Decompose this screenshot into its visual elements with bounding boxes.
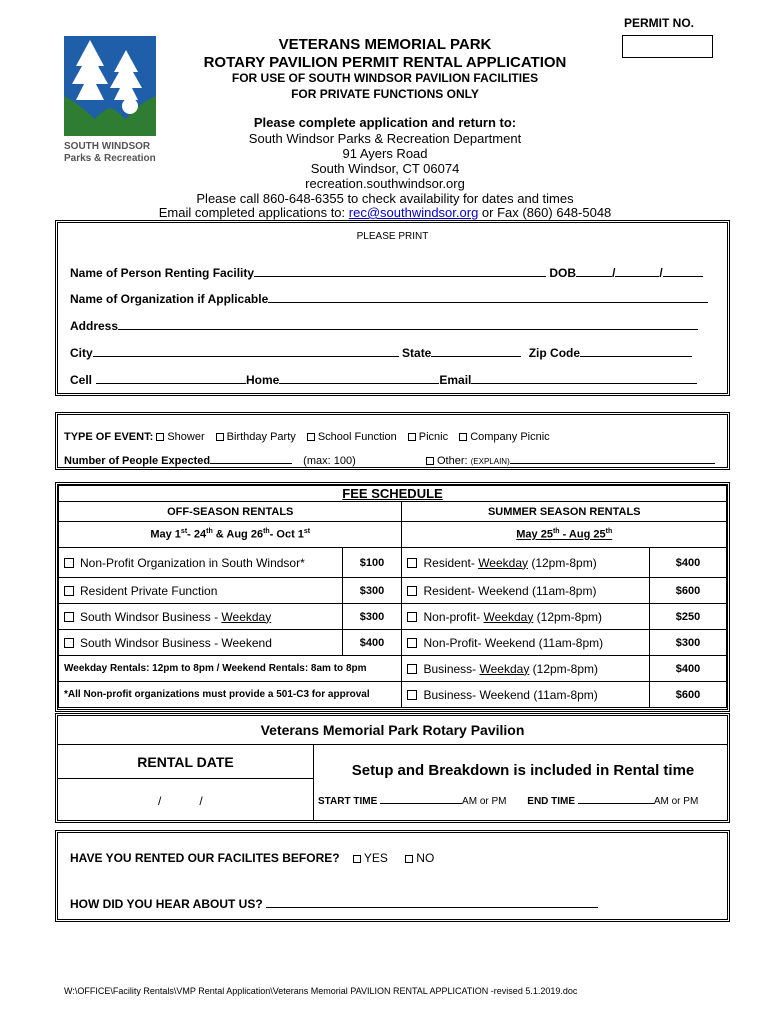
start-time-field[interactable]: [380, 794, 462, 804]
fee-row: [59, 548, 727, 578]
off-season-option[interactable]: Non-Profit Organization in South Windsor*: [59, 548, 343, 578]
summer-amount: $400: [650, 548, 727, 578]
summer-amount: $400: [650, 656, 727, 682]
time-row: [318, 794, 698, 807]
off-season-option[interactable]: Resident Private Function: [59, 578, 343, 604]
please-print: PLEASE PRINT: [356, 231, 429, 242]
fee-row: [59, 578, 727, 604]
off-season-amount: $300: [342, 578, 402, 604]
city-address: South Windsor, CT 06074: [310, 161, 460, 176]
checkbox-icon: [407, 586, 417, 596]
name-row: [70, 265, 703, 280]
checkbox-icon: [64, 612, 74, 622]
org-field[interactable]: [268, 291, 708, 303]
checkbox-icon: [216, 433, 224, 441]
off-season-amount: $100: [342, 548, 402, 578]
return-instructions: Please complete application and return to:: [253, 115, 517, 130]
rented-before-row: [70, 851, 434, 865]
state-label: State: [402, 346, 432, 360]
hear-about-field[interactable]: [266, 896, 598, 908]
summer-option[interactable]: Non-Profit- Weekend (11am-8pm): [402, 630, 650, 656]
event-option-birthday[interactable]: Birthday Party: [216, 431, 296, 443]
explain-label: (EXPLAIN): [470, 457, 510, 466]
checkbox-icon: [407, 612, 417, 622]
rented-yes-option[interactable]: YES: [353, 851, 388, 865]
other-label: Other:: [437, 455, 471, 467]
off-season-option[interactable]: South Windsor Business - Weekend: [59, 630, 343, 656]
summer-amount: $300: [650, 630, 727, 656]
cell-label: Cell: [70, 373, 93, 387]
checkbox-icon: [64, 558, 74, 568]
logo-text-line1: SOUTH WINDSOR: [64, 141, 151, 152]
checkbox-icon: [156, 433, 164, 441]
checkbox-icon: [407, 558, 417, 568]
summer-option[interactable]: Resident- Weekday (12pm-8pm): [402, 548, 650, 578]
checkbox-icon: [64, 586, 74, 596]
start-time-label: START TIME: [318, 796, 378, 807]
subtitle-line-1: FOR USE OF SOUTH WINDSOR PAVILION FACILITIES: [231, 71, 539, 85]
questions-section: [55, 830, 730, 922]
email-prefix: Email completed applications to:: [158, 205, 349, 220]
event-option-picnic[interactable]: Picnic: [408, 431, 448, 443]
fee-row: [59, 656, 727, 682]
email-field[interactable]: [471, 372, 697, 384]
checkbox-icon: [407, 690, 417, 700]
city-field[interactable]: [93, 345, 399, 357]
checkbox-icon: [307, 433, 315, 441]
city-label: City: [70, 346, 93, 360]
org-label: Name of Organization if Applicable: [70, 292, 269, 306]
off-season-amount: $300: [342, 604, 402, 630]
subtitle-line-2: FOR PRIVATE FUNCTIONS ONLY: [291, 87, 479, 101]
home-label: Home: [246, 373, 280, 387]
checkbox-icon: [407, 638, 417, 648]
street-address: 91 Ayers Road: [342, 146, 428, 161]
cell-field[interactable]: [96, 372, 246, 384]
phone-row: [70, 372, 697, 387]
event-type-row: TYPE OF EVENT: Shower Birthday Party School Function Picnic Company Picnic: [64, 431, 550, 443]
fee-row: [59, 630, 727, 656]
zip-label: Zip Code: [528, 346, 581, 360]
fee-table: [58, 485, 727, 708]
event-option-company-picnic[interactable]: Company Picnic: [459, 431, 549, 443]
hear-about-label: HOW DID YOU HEAR ABOUT US?: [70, 897, 263, 911]
state-field[interactable]: [431, 345, 521, 357]
address-row: [70, 318, 698, 333]
name-label: Name of Person Renting Facility: [70, 266, 255, 280]
title-line-1: VETERANS MEMORIAL PARK: [278, 36, 492, 53]
other-field[interactable]: [510, 452, 715, 464]
logo-text-line2: Parks & Recreation: [64, 153, 156, 164]
rental-date-field[interactable]: / /: [158, 794, 203, 808]
footer-path: W:\OFFICE\Facility Rentals\VMP Rental Application\Veterans Memorial PAVILION RENTAL APPLICATION -revised 5.1.2019.doc: [64, 986, 578, 996]
checkbox-icon: [459, 433, 467, 441]
dob-label: DOB: [549, 266, 577, 280]
rented-before-label: HAVE YOU RENTED OUR FACILITES BEFORE?: [70, 851, 340, 865]
org-row: [70, 291, 708, 306]
off-season-amount: $400: [342, 630, 402, 656]
email-label: Email: [439, 373, 472, 387]
email-link[interactable]: rec@southwindsor.org: [348, 205, 479, 220]
event-option-shower[interactable]: Shower: [156, 431, 204, 443]
max-people: (max: 100): [303, 455, 356, 467]
checkbox-icon: [408, 433, 416, 441]
zip-field[interactable]: [580, 345, 692, 357]
checkbox-icon[interactable]: [426, 457, 434, 465]
permit-no-label: PERMIT NO.: [624, 16, 695, 30]
rental-title: Veterans Memorial Park Rotary Pavilion: [260, 722, 525, 738]
website: recreation.southwindsor.org: [305, 176, 465, 191]
people-label: Number of People Expected: [64, 455, 211, 467]
dob-year-field[interactable]: [663, 265, 703, 277]
event-type-label: TYPE OF EVENT: [64, 431, 150, 443]
end-time-field[interactable]: [578, 794, 654, 804]
checkbox-icon: [64, 638, 74, 648]
summer-amount: $600: [650, 682, 727, 708]
checkbox-icon: [407, 664, 417, 674]
dob-month-field[interactable]: [576, 265, 612, 277]
dob-slash-1: /: [612, 266, 616, 280]
off-season-dates: May 1st- 24th & Aug 26th- Oct 1st: [59, 522, 402, 548]
fee-title: FEE SCHEDULE: [59, 486, 727, 502]
email-suffix: or Fax (860) 648-5048: [478, 205, 612, 220]
end-ampm: AM or PM: [653, 796, 699, 807]
rental-section: [55, 713, 730, 823]
off-season-option[interactable]: South Windsor Business - Weekday: [59, 604, 343, 630]
rental-date-label: RENTAL DATE: [137, 754, 234, 770]
title-line-2: ROTARY PAVILION PERMIT RENTAL APPLICATION: [203, 54, 567, 71]
address-label: Address: [70, 319, 119, 333]
other-row: [426, 452, 715, 467]
permit-no-field[interactable]: [622, 35, 713, 58]
checkbox-icon: [405, 855, 413, 863]
name-field[interactable]: [254, 265, 546, 277]
dob-slash-2: /: [659, 266, 663, 280]
applicant-info-section: [55, 220, 730, 396]
summer-option[interactable]: Resident- Weekend (11am-8pm): [402, 578, 650, 604]
dob-day-field[interactable]: [615, 265, 659, 277]
summer-option[interactable]: Business- Weekend (11am-8pm): [402, 682, 650, 708]
event-section: [55, 412, 730, 470]
people-row: [64, 452, 356, 467]
summer-option[interactable]: Business- Weekday (12pm-8pm): [402, 656, 650, 682]
off-season-hours-note: Weekday Rentals: 12pm to 8pm / Weekend Rentals: 8am to 8pm: [59, 656, 402, 682]
fee-row: [59, 682, 727, 708]
summer-amount: $250: [650, 604, 727, 630]
checkbox-icon: [353, 855, 361, 863]
people-field[interactable]: [210, 452, 292, 464]
address-field[interactable]: [118, 318, 698, 330]
hear-about-row: [70, 896, 598, 911]
start-ampm: AM or PM: [462, 796, 507, 807]
nonprofit-note: *All Non-profit organizations must provide a 501-C3 for approval: [59, 682, 402, 708]
event-option-school[interactable]: School Function: [307, 431, 397, 443]
fee-row: [59, 604, 727, 630]
summer-option[interactable]: Non-profit- Weekday (12pm-8pm): [402, 604, 650, 630]
summer-season-title: SUMMER SEASON RENTALS: [402, 502, 727, 522]
email-instructions: [60, 205, 710, 220]
summer-season-dates: May 25th - Aug 25th: [402, 522, 727, 548]
summer-amount: $600: [650, 578, 727, 604]
setup-note: Setup and Breakdown is included in Rental time: [351, 762, 695, 779]
off-season-title: OFF-SEASON RENTALS: [59, 502, 402, 522]
phone-instructions: Please call 860-648-6355 to check availability for dates and times: [196, 191, 574, 206]
rented-no-option[interactable]: NO: [405, 851, 434, 865]
end-time-label: END TIME: [527, 796, 576, 807]
department-name: South Windsor Parks & Recreation Department: [248, 131, 522, 146]
city-row: [70, 345, 692, 360]
home-field[interactable]: [279, 372, 439, 384]
